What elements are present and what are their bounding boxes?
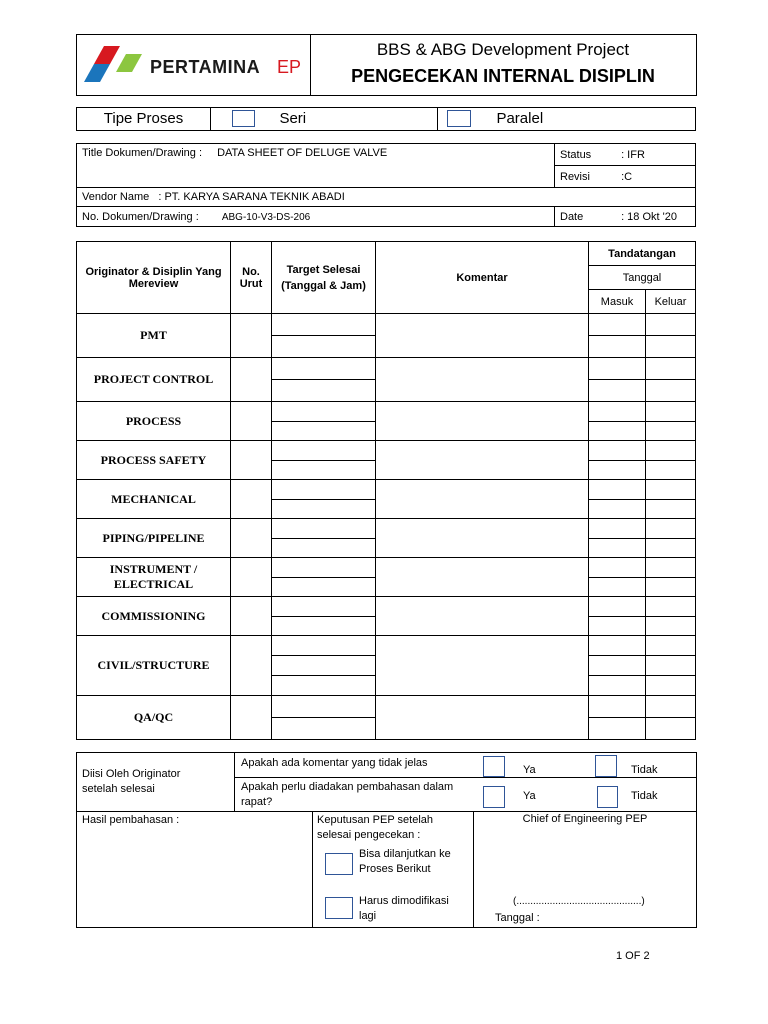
keluar-cell[interactable] [646, 519, 696, 539]
target-cell[interactable] [272, 314, 376, 336]
footer-form [76, 752, 697, 928]
no-urut-cell[interactable] [231, 358, 272, 402]
keluar-cell[interactable] [646, 480, 696, 500]
process-type-table [76, 107, 696, 131]
q1-tidak-checkbox[interactable] [595, 755, 617, 777]
discipline-name: PIPING/PIPELINE [77, 519, 231, 558]
signature-line: (.............................................) [513, 896, 645, 907]
masuk-cell[interactable] [589, 499, 646, 519]
hasil-pembahasan-label: Hasil pembahasan : [82, 814, 180, 826]
logo-suffix: EP [277, 57, 302, 77]
komentar-cell[interactable] [376, 558, 589, 597]
col-tandatangan-header: Tandatangan [589, 242, 696, 266]
target-cell[interactable] [272, 499, 376, 519]
keluar-cell[interactable] [646, 402, 696, 422]
col-keluar-header: Keluar [646, 290, 696, 314]
keluar-cell[interactable] [646, 656, 696, 676]
no-urut-cell[interactable] [231, 402, 272, 441]
komentar-cell[interactable] [376, 314, 589, 358]
masuk-cell[interactable] [589, 358, 646, 380]
komentar-cell[interactable] [376, 441, 589, 480]
process-type-label: Tipe Proses [103, 110, 184, 127]
target-cell[interactable] [272, 441, 376, 461]
table-row [77, 636, 696, 656]
table-row [77, 441, 696, 461]
target-cell[interactable] [272, 616, 376, 636]
revisi-value: :C [621, 170, 633, 183]
q1-ya-label: Ya [523, 764, 536, 776]
target-cell[interactable] [272, 336, 376, 358]
target-cell[interactable] [272, 358, 376, 380]
target-cell[interactable] [272, 460, 376, 480]
no-urut-cell[interactable] [231, 314, 272, 358]
target-cell[interactable] [272, 656, 376, 676]
no-urut-cell[interactable] [231, 696, 272, 740]
modifikasi-label: Harus dimodifikasi lagi [359, 895, 449, 922]
keluar-cell[interactable] [646, 676, 696, 696]
document-info-table [76, 143, 696, 227]
table-row [77, 358, 696, 380]
komentar-cell[interactable] [376, 358, 589, 402]
discipline-name: PMT [77, 314, 231, 358]
masuk-cell[interactable] [589, 460, 646, 480]
komentar-cell[interactable] [376, 402, 589, 441]
target-cell[interactable] [272, 676, 376, 696]
vendor-label: Vendor Name [82, 191, 150, 203]
q2-ya-checkbox[interactable] [483, 786, 505, 808]
no-urut-cell[interactable] [231, 480, 272, 519]
col-no-header: No. Urut [231, 242, 272, 314]
q2-tidak-label: Tidak [631, 790, 658, 802]
no-urut-cell[interactable] [231, 558, 272, 597]
no-urut-cell[interactable] [231, 441, 272, 480]
table-row [77, 480, 696, 500]
discipline-name: CIVIL/STRUCTURE [77, 636, 231, 696]
masuk-cell[interactable] [589, 519, 646, 539]
keluar-cell[interactable] [646, 577, 696, 597]
pertamina-logo-mark [82, 44, 148, 84]
title-label: Title Dokumen/Drawing : [82, 147, 203, 159]
keluar-cell[interactable] [646, 441, 696, 461]
komentar-cell[interactable] [376, 636, 589, 696]
col-originator-header: Originator & Disiplin Yang Mereview [77, 242, 231, 314]
q2-ya-label: Ya [523, 790, 536, 802]
question-unclear-comment: Apakah ada komentar yang tidak jelas [241, 757, 428, 769]
title-value: DATA SHEET OF DELUGE VALVE [217, 147, 388, 159]
discipline-name: MECHANICAL [77, 480, 231, 519]
komentar-cell[interactable] [376, 480, 589, 519]
masuk-cell[interactable] [589, 558, 646, 578]
discipline-name: PROJECT CONTROL [77, 358, 231, 402]
masuk-cell[interactable] [589, 676, 646, 696]
chief-title: Chief of Engineering PEP [522, 813, 648, 825]
paralel-checkbox[interactable] [447, 110, 471, 127]
discipline-name: COMMISSIONING [77, 597, 231, 636]
komentar-cell[interactable] [376, 519, 589, 558]
masuk-cell[interactable] [589, 656, 646, 676]
target-cell[interactable] [272, 480, 376, 500]
keluar-cell[interactable] [646, 358, 696, 380]
komentar-cell[interactable] [376, 696, 589, 740]
masuk-cell[interactable] [589, 441, 646, 461]
target-cell[interactable] [272, 519, 376, 539]
page-number: 1 OF 2 [616, 950, 650, 962]
masuk-cell[interactable] [589, 480, 646, 500]
col-komentar-header: Komentar [376, 242, 589, 314]
keluar-cell[interactable] [646, 558, 696, 578]
table-row [77, 519, 696, 539]
keluar-cell[interactable] [646, 718, 696, 740]
status-label: Status [560, 148, 592, 161]
discipline-name: PROCESS [77, 402, 231, 441]
masuk-cell[interactable] [589, 538, 646, 558]
logo-text: PERTAMINA [150, 57, 261, 77]
komentar-cell[interactable] [376, 597, 589, 636]
target-cell[interactable] [272, 597, 376, 617]
page-title: PENGECEKAN INTERNAL DISIPLIN [351, 66, 655, 86]
keluar-cell[interactable] [646, 421, 696, 441]
target-cell[interactable] [272, 421, 376, 441]
vendor-value: : PT. KARYA SARANA TEKNIK ABADI [158, 191, 345, 203]
keluar-cell[interactable] [646, 499, 696, 519]
question-meeting-needed: Apakah perlu diadakan pembahasan dalam rapat? [241, 781, 454, 808]
masuk-cell[interactable] [589, 380, 646, 402]
status-value: : IFR [621, 148, 645, 161]
col-tanggal-header: Tanggal [589, 266, 696, 290]
keputusan-label: Keputusan PEP setelah selesai pengecekan : [317, 814, 433, 841]
keluar-cell[interactable] [646, 314, 696, 336]
keluar-cell[interactable] [646, 616, 696, 636]
docno-label: No. Dokumen/Drawing : [82, 210, 199, 223]
target-cell[interactable] [272, 718, 376, 740]
no-urut-cell[interactable] [231, 597, 272, 636]
masuk-cell[interactable] [589, 577, 646, 597]
table-row [77, 597, 696, 617]
discipline-name: QA/QC [77, 696, 231, 740]
table-row [77, 558, 696, 578]
review-table [76, 241, 696, 740]
target-cell[interactable] [272, 636, 376, 656]
masuk-cell[interactable] [589, 336, 646, 358]
pertamina-logo [82, 44, 307, 86]
keluar-cell[interactable] [646, 696, 696, 718]
keluar-cell[interactable] [646, 597, 696, 617]
masuk-cell[interactable] [589, 421, 646, 441]
table-row [77, 314, 696, 336]
lanjut-checkbox[interactable] [325, 853, 353, 875]
target-cell[interactable] [272, 696, 376, 718]
target-cell[interactable] [272, 577, 376, 597]
masuk-cell[interactable] [589, 616, 646, 636]
date-value: : 18 Okt '20 [621, 210, 677, 223]
keluar-cell[interactable] [646, 380, 696, 402]
no-urut-cell[interactable] [231, 519, 272, 558]
keluar-cell[interactable] [646, 336, 696, 358]
no-urut-cell[interactable] [231, 636, 272, 696]
masuk-cell[interactable] [589, 314, 646, 336]
filled-by-text: Diisi Oleh Originator setelah selesai [82, 768, 181, 795]
discipline-name: PROCESS SAFETY [77, 441, 231, 480]
keluar-cell[interactable] [646, 636, 696, 656]
q1-ya-checkbox[interactable] [483, 756, 505, 777]
paralel-label: Paralel [496, 110, 544, 128]
table-row [77, 696, 696, 718]
modifikasi-checkbox[interactable] [325, 897, 353, 919]
col-masuk-header: Masuk [589, 290, 646, 314]
target-cell[interactable] [272, 538, 376, 558]
keluar-cell[interactable] [646, 460, 696, 480]
seri-label: Seri [279, 110, 307, 128]
col-target-header: Target Selesai (Tanggal & Jam) [272, 242, 376, 314]
masuk-cell[interactable] [589, 718, 646, 740]
masuk-cell[interactable] [589, 402, 646, 422]
target-cell[interactable] [272, 558, 376, 578]
docno-value: ABG-10-V3-DS-206 [221, 211, 311, 223]
project-name: BBS & ABG Development Project [376, 40, 630, 59]
lanjut-label: Bisa dilanjutkan ke Proses Berikut [359, 848, 451, 875]
revisi-label: Revisi [560, 170, 590, 183]
keluar-cell[interactable] [646, 538, 696, 558]
q1-tidak-label: Tidak [631, 764, 658, 776]
date-label: Date [560, 210, 584, 223]
discipline-name: INSTRUMENT / ELECTRICAL [77, 558, 231, 597]
q2-tidak-checkbox[interactable] [597, 786, 618, 808]
seri-checkbox[interactable] [232, 110, 255, 127]
table-row [77, 402, 696, 422]
masuk-cell[interactable] [589, 696, 646, 718]
target-cell[interactable] [272, 380, 376, 402]
masuk-cell[interactable] [589, 597, 646, 617]
target-cell[interactable] [272, 402, 376, 422]
masuk-cell[interactable] [589, 636, 646, 656]
tanggal-label: Tanggal : [495, 912, 540, 924]
